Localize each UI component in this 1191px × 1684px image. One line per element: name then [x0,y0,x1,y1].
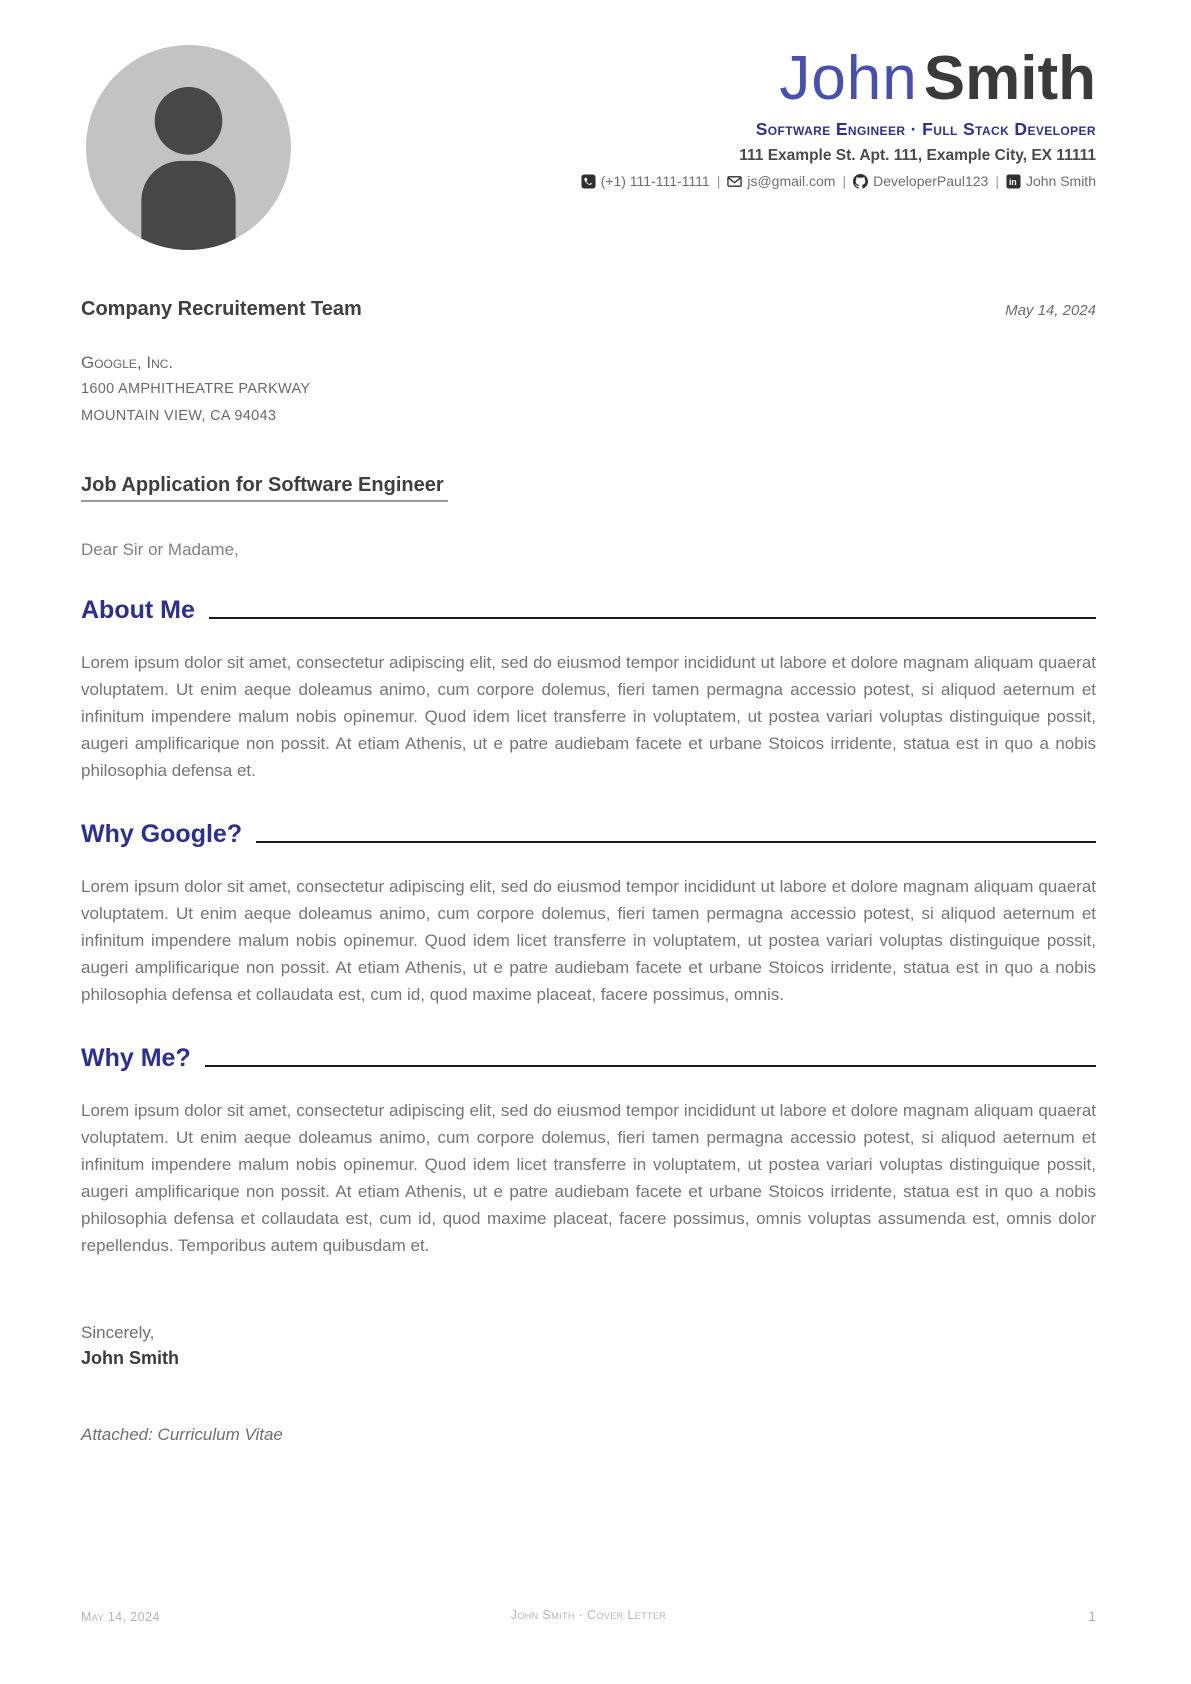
person-avatar-icon [86,45,291,250]
linkedin-icon [1006,174,1021,189]
letter-subject: Job Application for Software Engineer [81,474,1096,502]
section-header [81,1044,1096,1073]
letter-enclosure: Attached: Curriculum Vitae [81,1425,283,1444]
contact-row [581,173,1096,189]
github-icon [853,174,868,189]
svg-text:in: in [1008,176,1017,187]
contact-separator: | [842,173,847,190]
phone-number: (+1) 111-111-1111 [600,173,710,190]
home-address: 111 Example St. Apt. 111, Example City, EX 11111 [739,147,1096,165]
header-identity [581,45,1096,189]
section-rule [256,841,1096,843]
letter-signature: John Smith [81,1348,179,1368]
section-title: About Me [81,596,195,624]
section-why-me [81,1044,1096,1259]
email-contact[interactable] [727,173,835,189]
letter-date: May 14, 2024 [1005,302,1096,319]
email-address: js@gmail.com [747,173,836,190]
section-title: Why Me? [81,1044,191,1072]
recipient-company: Google, Inc. [81,353,174,372]
letter-greeting: Dear Sir or Madame, [81,540,239,559]
header [81,45,1096,252]
section-rule [209,617,1096,619]
section-about-me [81,596,1096,784]
section-rule [205,1065,1096,1067]
page-footer [81,1608,1096,1624]
linkedin-name: John Smith [1025,173,1096,190]
phone-contact[interactable] [581,173,710,189]
job-tagline: Software Engineer · Full Stack Developer [755,119,1096,140]
first-name: John [779,44,918,113]
phone-icon [581,174,596,189]
footer-title: John Smith · Cover Letter [510,1608,667,1622]
avatar [86,45,291,250]
footer-date: May 14, 2024 [81,1610,160,1624]
section-body: Lorem ipsum dolor sit amet, consectetur adipiscing elit, sed do eiusmod tempor incididunt ut labore et dolore magnam aliquam quaerat voluptatem. Ut enim aeque doleamus animo, cum corpore dolemus, fieri tamen permagna accessio potest, si aliquod aeternum et infinitum impendere malum nobis opinemur. Quod idem licet transferre in voluptatem, ut postea variari voluptas distinguique possit, augeri amplificarique non possit. At etiam Athenis, ut e patre audiebam facete et urbane Stoicos irridente, statua est in quo a nobis philosophia defensa et. [81,653,1096,780]
section-header [81,820,1096,849]
github-contact[interactable] [853,173,988,189]
section-body: Lorem ipsum dolor sit amet, consectetur adipiscing elit, sed do eiusmod tempor incididunt ut labore et dolore magnam aliquam quaerat voluptatem. Ut enim aeque doleamus animo, cum corpore dolemus, fieri tamen permagna accessio potest, si aliquod aeternum et infinitum impendere malum nobis opinemur. Quod idem licet transferre in voluptatem, ut postea variari voluptas distinguique possit, augeri amplificarique non possit. At etiam Athenis, ut e patre audiebam facete et urbane Stoicos irridente, statua est in quo a nobis philosophia defensa et collaudata est, cum id, quod maxime placeat, facere possimus, omnis. [81,877,1096,1004]
recipient-address-line1: 1600 AMPHITHEATRE PARKWAY [81,381,311,397]
recipient-team: Company Recruitement Team [81,298,362,320]
github-username: DeveloperPaul123 [873,173,989,190]
page-title [581,44,1096,113]
section-header [81,596,1096,625]
recipient-row [81,298,1096,321]
linkedin-contact[interactable] [1006,173,1096,189]
email-icon [727,174,742,189]
contact-separator: | [716,173,721,190]
section-why-google [81,820,1096,1008]
section-body: Lorem ipsum dolor sit amet, consectetur adipiscing elit, sed do eiusmod tempor incididunt ut labore et dolore magnam aliquam quaerat voluptatem. Ut enim aeque doleamus animo, cum corpore dolemus, fieri tamen permagna accessio potest, si aliquod aeternum et infinitum impendere malum nobis opinemur. Quod idem licet transferre in voluptatem, ut postea variari voluptas distinguique possit, augeri amplificarique non possit. At etiam Athenis, ut e patre audiebam facete et urbane Stoicos irridente, statua est in quo a nobis philosophia defensa et collaudata est, cum id, quod maxime placeat, facere possimus, omnis voluptas assumenda est, omnis dolor repellendus. Temporibus autem quibusdam et. [81,1101,1096,1255]
footer-page-number: 1 [1088,1608,1096,1624]
section-title: Why Google? [81,820,243,848]
contact-separator: | [995,173,999,190]
recipient-address-line2: MOUNTAIN VIEW, CA 94043 [81,408,277,424]
letter-closing: Sincerely, [81,1323,155,1342]
last-name: Smith [923,44,1096,113]
